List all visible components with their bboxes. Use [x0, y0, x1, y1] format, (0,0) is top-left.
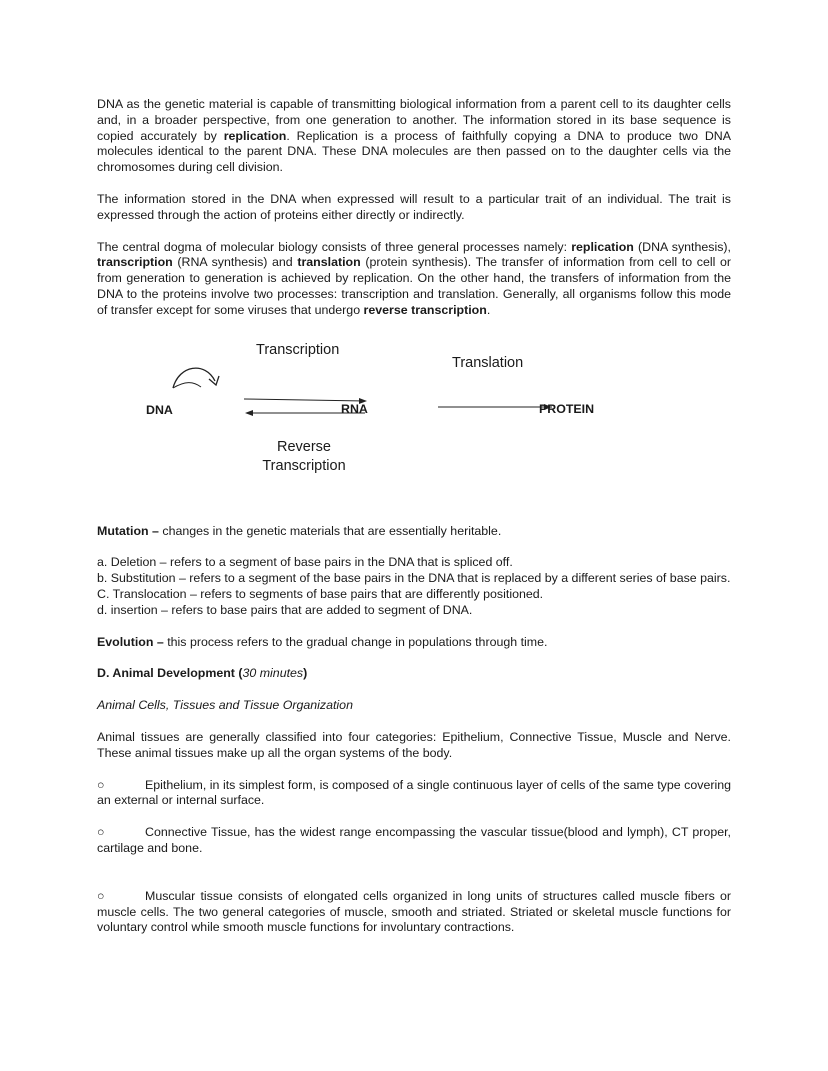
central-dogma-diagram	[97, 341, 731, 521]
paragraph-trait: The information stored in the DNA when expressed will result to a particular trait of an individual. The trait is expressed through the action of proteins either directly or indirectly.	[97, 191, 731, 222]
paragraph-central-dogma: The central dogma of molecular biology consists of three general processes namely: replication (DNA synthesis), transcription (RNA synthesis) and translation (protein synthesis). The transfer of information from cell to cell or from generation to generation is achieved by replication. On the other hand, the transfers of information from the DNA to the proteins involve two processes: transcription and translation. Generally, all organisms follow this mode of transfer except for some viruses that undergo reverse transcription.	[97, 239, 731, 317]
rna-node: RNA	[341, 401, 368, 416]
list-item: d. insertion – refers to base pairs that are added to segment of DNA.	[97, 602, 473, 617]
subheading: Animal Cells, Tissues and Tissue Organization	[97, 698, 353, 713]
bullet-icon: ○	[97, 825, 105, 840]
section-heading: D. Animal Development (30 minutes)	[97, 666, 308, 681]
replication-arrowhead-icon	[209, 376, 219, 385]
evolution-definition: Evolution – this process refers to the gradual change in populations through time.	[97, 634, 548, 649]
list-item: C. Translocation – refers to segments of base pairs that are differently positioned.	[97, 586, 544, 601]
transcription-arrow-icon	[244, 399, 365, 401]
transcription-label: Transcription	[256, 341, 340, 358]
reverse-transcription-label: Reverse Transcription	[262, 438, 346, 474]
bullet-item: ○ Epithelium, in its simplest form, is composed of a single continuous layer of cells of the same type covering an external or internal surface.	[97, 777, 731, 808]
diagram-arrows	[97, 341, 731, 521]
dna-node: DNA	[146, 402, 173, 417]
paragraph-replication: DNA as the genetic material is capable of transmitting biological information from a parent cell to its daughter cells and, in a broader perspective, from one generation to another. The information stored in its base sequence is copied accurately by replication. Replication is a process of faithfully copying a DNA to produce two DNA molecules identical to the parent DNA. These DNA molecules are then passed on to the daughter cells via the chromosomes during cell division.	[97, 97, 732, 175]
translation-label: Translation	[452, 354, 524, 371]
bullet-item: ○ Muscular tissue consists of elongated cells organized in long units of structures called muscle fibers or muscle cells. The two general categories of muscle, smooth and striated. Striated or skeletal muscle functions for voluntary control while smooth muscle functions for involuntary contractions.	[97, 888, 731, 935]
list-item: a. Deletion – refers to a segment of base pairs in the DNA that is spliced off.	[97, 555, 513, 570]
bullet-icon: ○	[97, 888, 105, 903]
mutation-definition: Mutation – changes in the genetic materials that are essentially heritable.	[97, 523, 502, 538]
list-item: b. Substitution – refers to a segment of the base pairs in the DNA that is replaced by a different series of base pairs.	[97, 571, 731, 586]
bullet-icon: ○	[97, 777, 105, 792]
bullet-item: ○ Connective Tissue, has the widest range encompassing the vascular tissue(blood and lymph), CT proper, cartilage and bone.	[97, 825, 731, 855]
term-replication: replication	[223, 128, 287, 143]
mutation-list	[97, 555, 731, 618]
paragraph-animal-tissues: Animal tissues are generally classified into four categories: Epithelium, Connective Tissue, Muscle and Nerve. These animal tissues make up all the organ systems of the body.	[97, 729, 731, 760]
document-page	[97, 97, 731, 936]
protein-node: PROTEIN	[539, 401, 595, 416]
